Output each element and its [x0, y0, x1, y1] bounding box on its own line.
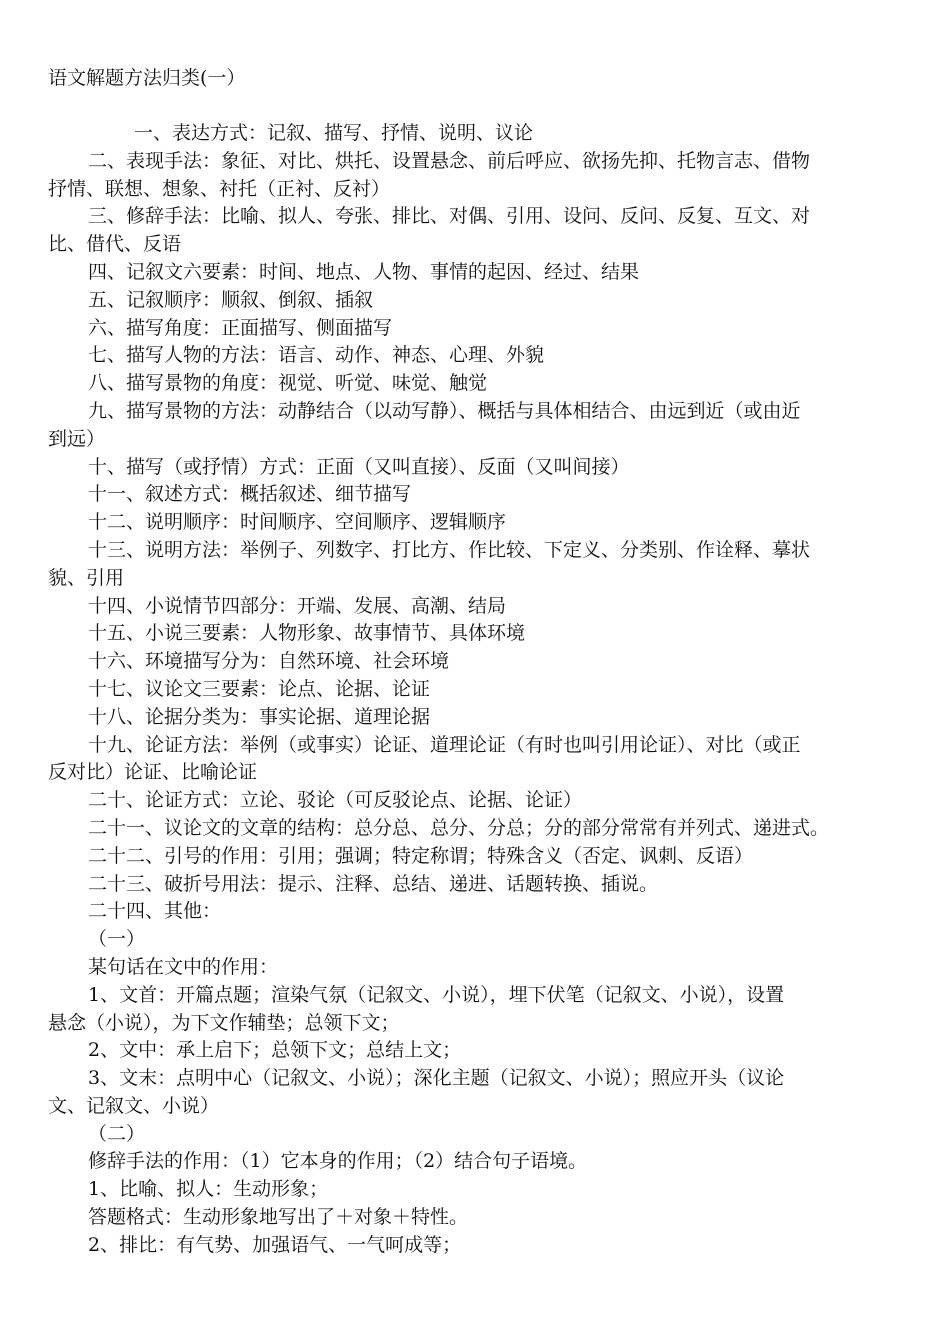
text-line: 十八、论据分类为：事实论据、道理论据	[88, 705, 431, 728]
text-line: （一）	[88, 928, 146, 951]
text-line: 文、记叙文、小说）	[48, 1094, 220, 1117]
text-line: 十四、小说情节四部分：开端、发展、高潮、结局	[88, 594, 507, 617]
text-line: 到远）	[48, 427, 106, 450]
text-line: 反对比）论证、比喻论证	[48, 761, 258, 784]
text-line: 十五、小说三要素：人物形象、故事情节、具体环境	[88, 622, 526, 645]
text-line: 四、记叙文六要素：时间、地点、人物、事情的起因、经过、结果	[88, 260, 640, 283]
text-line: 十、描写（或抒情）方式：正面（又叫直接）、反面（又叫间接）	[88, 455, 630, 478]
text-line: 二、表现手法：象征、对比、烘托、设置悬念、前后呼应、欲扬先抑、托物言志、借物	[88, 149, 811, 172]
text-line: 某句话在文中的作用：	[88, 955, 279, 978]
text-line: 六、描写角度：正面描写、侧面描写	[88, 316, 393, 339]
text-line: 一、表达方式：记叙、描写、抒情、说明、议论	[134, 122, 534, 144]
text-line: 八、描写景物的角度：视觉、听觉、味觉、触觉	[88, 372, 488, 395]
text-line: 五、记叙顺序：顺叙、倒叙、插叙	[88, 288, 374, 311]
text-line: 十二、说明顺序：时间顺序、空间顺序、逻辑顺序	[88, 511, 507, 534]
text-line: 十三、说明方法：举例子、列数字、打比方、作比较、下定义、分类别、作诠释、摹状	[88, 538, 811, 561]
text-line: 1、比喻、拟人：生动形象；	[88, 1178, 329, 1201]
text-line: 三、修辞手法：比喻、拟人、夸张、排比、对偶、引用、设问、反问、反复、互文、对	[88, 205, 811, 228]
text-line: 十六、环境描写分为：自然环境、社会环境	[88, 650, 450, 673]
text-line: 1、文首：开篇点题；渲染气氛（记叙文、小说），埋下伏笔（记叙文、小说），设置	[88, 983, 785, 1006]
text-line: 七、描写人物的方法：语言、动作、神态、心理、外貌	[88, 344, 545, 367]
text-line: 貌、引用	[48, 566, 125, 589]
text-line: 3、文末：点明中心（记叙文、小说）；深化主题（记叙文、小说）；照应开头（议论	[88, 1067, 785, 1090]
text-line: 2、排比：有气势、加强语气、一气呵成等；	[88, 1233, 462, 1256]
text-line: 二十一、议论文的文章的结构：总分总、总分、分总；分的部分常常有并列式、递进式。	[88, 816, 830, 839]
text-line: （二）	[88, 1122, 146, 1145]
text-line: 二十四、其他：	[88, 900, 222, 923]
document-body	[48, 120, 918, 1260]
text-line: 答题格式：生动形象地写出了＋对象＋特性。	[88, 1206, 469, 1229]
text-line: 二十二、引号的作用：引用；强调；特定称谓；特殊含义（否定、讽刺、反语）	[88, 844, 754, 867]
text-line: 二十、论证方式：立论、驳论（可反驳论点、论据、论证）	[88, 789, 583, 812]
text-line: 抒情、联想、想象、衬托（正衬、反衬）	[48, 177, 391, 200]
text-line: 比、借代、反语	[48, 233, 182, 256]
text-line: 二十三、破折号用法：提示、注释、总结、递进、话题转换、插说。	[88, 872, 659, 895]
text-line: 九、描写景物的方法：动静结合（以动写静）、概括与具体相结合、由远到近（或由近	[88, 399, 801, 422]
document-page	[48, 64, 918, 1260]
text-line: 十九、论证方法：举例（或事实）论证、道理论证（有时也叫引用论证）、对比（或正	[88, 733, 801, 756]
text-line: 2、文中：承上启下；总领下文；总结上文；	[88, 1039, 462, 1062]
text-line: 悬念（小说），为下文作辅垫；总领下文；	[48, 1011, 400, 1034]
text-line: 修辞手法的作用：（1）它本身的作用；（2）结合句子语境。	[88, 1150, 588, 1173]
text-line: 十一、叙述方式：概括叙述、细节描写	[88, 483, 412, 506]
document-title: 语文解题方法归类(一）	[48, 67, 246, 89]
text-line: 十七、议论文三要素：论点、论据、论证	[88, 677, 431, 700]
